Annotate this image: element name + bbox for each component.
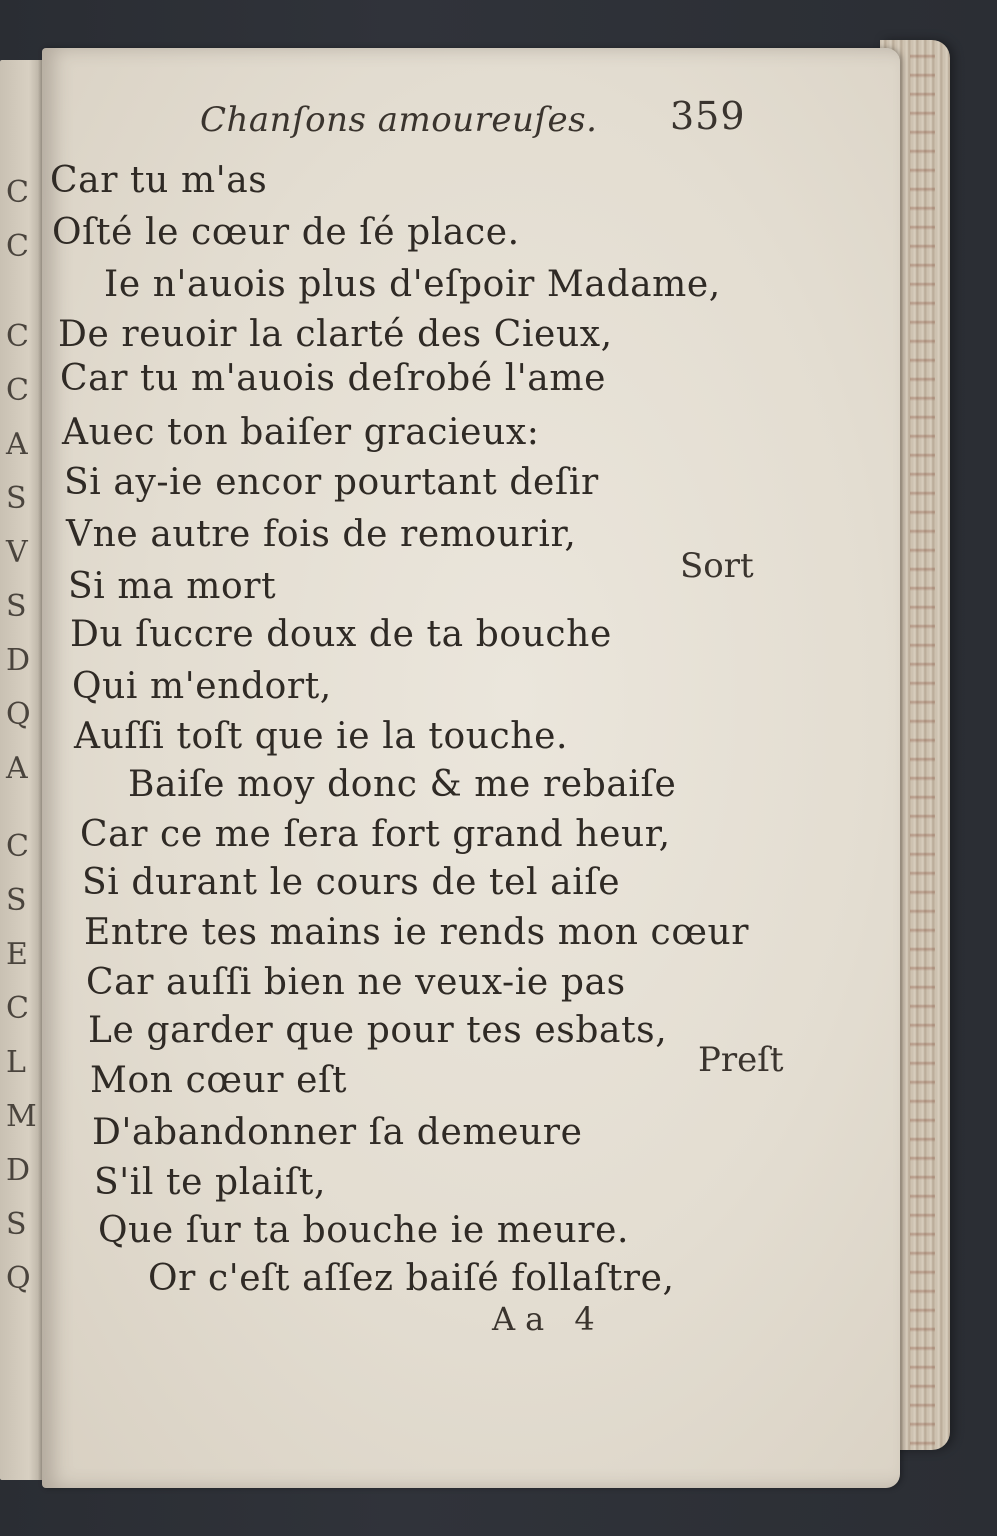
prev-page-glyph: M (6, 1099, 37, 1134)
verse-line: Le garder que pour tes esbats, (88, 1010, 668, 1051)
verse-line: Que ſur ta bouche ie meure. (98, 1210, 630, 1251)
running-title: Chanſons amoureuſes. (200, 100, 598, 140)
verse-line: Auſſi toſt que ie la touche. (74, 716, 569, 757)
marginal-word-sort: Sort (680, 546, 754, 586)
prev-page-glyph: A (6, 751, 28, 786)
prev-page-glyph: S (6, 481, 27, 516)
verse-line: Du ſuccre doux de ta bouche (70, 614, 612, 655)
prev-page-glyph: D (6, 643, 31, 678)
prev-page-glyph: C (6, 991, 29, 1026)
verse-line: Si durant le cours de tel aiſe (82, 862, 621, 903)
verse-line: Ie n'auois plus d'eſpoir Madame, (104, 264, 721, 305)
verse-line: Auec ton baiſer gracieux: (62, 412, 540, 453)
verse-line: Si ma mort (68, 566, 277, 607)
verse-line: Car tu m'auois deſrobé l'ame (60, 358, 607, 399)
prev-page-glyph: L (6, 1045, 26, 1080)
prev-page-glyph: S (6, 883, 27, 918)
prev-page-glyph: C (6, 229, 29, 264)
signature-mark: Aa 4 (492, 1300, 605, 1338)
verse-line: Qui m'endort, (72, 666, 332, 707)
verse-line: De reuoir la clarté des Cieux, (58, 314, 613, 355)
prev-page-glyph: S (6, 589, 27, 624)
verse-line: Car tu m'as (50, 160, 268, 201)
prev-page-glyph: S (6, 1207, 27, 1242)
verse-line: Car ce me ſera fort grand heur, (80, 814, 671, 855)
foxing-spots (910, 40, 935, 1450)
verse-line: Entre tes mains ie rends mon cœur (84, 912, 750, 953)
verse-line: S'il te plaiſt, (94, 1162, 327, 1203)
verse-line: Oſté le cœur de ſé place. (52, 212, 520, 253)
verse-line: Mon cœur eſt (90, 1060, 348, 1101)
prev-page-glyph: C (6, 373, 29, 408)
prev-page-glyph: V (6, 535, 28, 570)
verse-line: Or c'eſt aſſez baiſé follaſtre, (148, 1258, 675, 1299)
prev-page-glyph: C (6, 175, 29, 210)
page-number: 359 (670, 94, 746, 138)
verse-line: Si ay-ie encor pourtant deſir (64, 462, 599, 503)
prev-page-glyph: D (6, 1153, 31, 1188)
verse-line: Car auſſi bien ne veux-ie pas (86, 962, 626, 1003)
verse-line: D'abandonner ſa demeure (92, 1112, 583, 1153)
prev-page-glyph: Q (6, 697, 31, 732)
prev-page-glyph: C (6, 829, 29, 864)
marginal-word-prest: Preſt (698, 1040, 784, 1080)
prev-page-glyph: E (6, 937, 28, 972)
prev-page-glyph: A (6, 427, 28, 462)
verse-line: Baiſe moy donc & me rebaiſe (128, 764, 677, 805)
verse-line: Vne autre fois de remourir, (66, 514, 577, 555)
prev-page-glyph: Q (6, 1261, 31, 1296)
prev-page-glyph: C (6, 319, 29, 354)
